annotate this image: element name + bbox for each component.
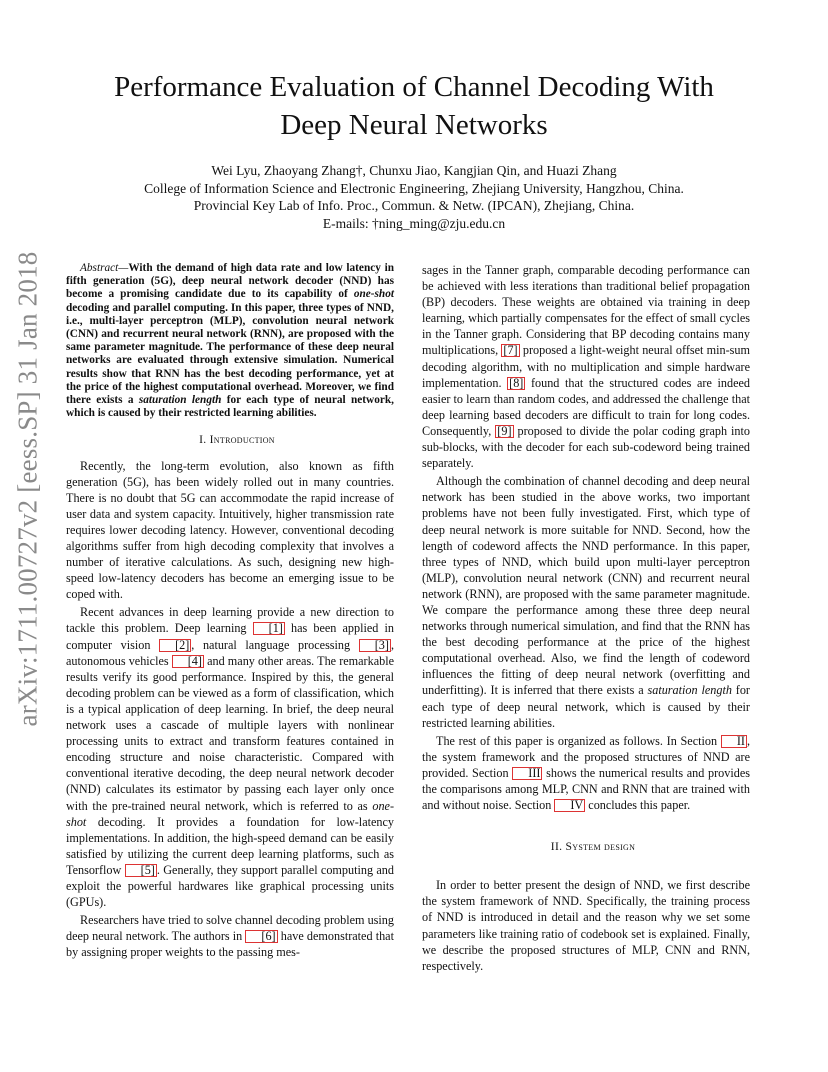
- affiliation-2: Provincial Key Lab of Info. Proc., Commun. & Netw. (IPCAN), Zhejiang, China.: [193, 198, 635, 213]
- text-run: and many other areas. The remarkable results verify its good performance. Inspired by this, the general decoding problem can be viewed as a form of classification, which is a typical application of deep learning. In brief, the deep neural network uses a cascade of multiple layers with nonlinear processing units to extract and transform features contained in encoding structure and noise characteristic. Compared with conventional iterative decoding, the deep neural network decoder (NND) calculates its estimator by passing each layer only once with the pre-trained neural network, which is referred to as: [66, 653, 394, 813]
- italic-term: one-shot: [66, 798, 394, 829]
- author-block: [0, 162, 828, 232]
- text-run: , autonomous vehicles: [66, 637, 395, 668]
- citation-link[interactable]: [2]: [159, 639, 191, 652]
- abstract-text-2: decoding and parallel computing. In this paper, three types of NND, i.e., multi-layer perceptron (MLP), convolution neural network (CNN) and recurrent neural network (RNN), are proposed with the same parameter magnitude. The performance of these deep neural networks are evaluated through extensive simulation. Numerical results show that RNN has the best decoding performance, yet at the price of the highest computational overhead. Moreover, we find there exists a: [66, 301, 394, 407]
- affiliation-1: College of Information Science and Electronic Engineering, Zhejiang University, Hangzhou, China.: [144, 180, 684, 196]
- citation-link[interactable]: [9]: [497, 423, 512, 438]
- text-run: proposed a light-weight neural offset min-sum decoding algorithm, with no multiplication and simple hardware implementation.: [422, 343, 750, 390]
- text-run: found that the structured codes are indeed easier to learn than random codes, and addressed the challenge that deep learning based decoders are difficult to train for long codes. Consequently,: [422, 375, 750, 438]
- citation-link[interactable]: [3]: [359, 639, 391, 652]
- text-run: Recent advances in deep learning provide a new direction to tackle this problem. Deep learning: [66, 605, 394, 636]
- title-line-1: Performance Evaluation of Channel Decoding With: [114, 71, 714, 103]
- text-run: . Generally, they support parallel computing and exploit the powerful hardwares like graphical processing units (GPUs).: [66, 862, 394, 910]
- text-run: decoding. It provides a foundation for low-latency implementations. In addition, the high-speed demand can be easily satisfied by utilizing the current deep learning platforms, such as Tensorflow: [66, 814, 394, 877]
- section-link[interactable]: II: [721, 735, 747, 748]
- text-run: has been applied in computer vision: [66, 621, 394, 652]
- text-run: for each type of deep neural network, which is caused by their restricted learning abilities.: [422, 683, 750, 730]
- right-paragraph-1: [422, 262, 750, 471]
- section-link[interactable]: III: [512, 767, 542, 780]
- text-run: The rest of this paper is organized as follows. In Section: [436, 733, 721, 748]
- left-column: [66, 262, 394, 960]
- abstract-label: Abstract—: [80, 262, 129, 274]
- abstract-text-3: for each type of neural network, which is caused by their restricted learning abilities.: [66, 394, 394, 420]
- text-run: Researchers have tried to solve channel decoding problem using deep neural network. The authors in: [66, 913, 394, 944]
- citation-link[interactable]: [8]: [509, 375, 524, 390]
- italic-term: saturation length: [647, 683, 732, 698]
- citation-link[interactable]: [1]: [253, 622, 285, 635]
- intro-paragraph-2: [66, 604, 394, 910]
- text-run: , natural language processing: [191, 637, 359, 652]
- paper-title: [0, 68, 828, 144]
- abstract: [66, 262, 394, 420]
- title-line-2: Deep Neural Networks: [280, 109, 548, 141]
- citation-link[interactable]: [5]: [125, 864, 157, 877]
- citation-link[interactable]: [7]: [503, 343, 518, 358]
- author-list: Wei Lyu, Zhaoyang Zhang†, Chunxu Jiao, Kangjian Qin, and Huazi Zhang: [211, 163, 617, 178]
- text-run: proposed to divide the polar coding graph into sub-blocks, with the decoder for each sub-codeword being trained separately.: [422, 423, 751, 471]
- intro-paragraph-3: [66, 912, 394, 960]
- text-run: sages in the Tanner graph, comparable decoding performance can be achieved with less iterations than traditional belief propagation (BP) decoders. These weights are obtained via training in deep learning, which partially compensates for the effect of small cycles in the Tanner graph. Considering that BP decoding contains many multiplications,: [422, 263, 750, 358]
- citation-link[interactable]: [6]: [245, 930, 277, 943]
- abstract-text-1: With the demand of high data rate and low latency in fifth generation (5G), deep neural network decoder (NND) has become a promising candidate due to its capability of: [66, 262, 394, 301]
- intro-paragraph-1: Recently, the long-term evolution, also known as fifth generation (5G), has been widely rolled out in many countries. There is no doubt that 5G can accommodate the rapid increase of user data and system capacity. Intuitively, higher transmission rate requires lower decoding latency. However, conventional decoding algorithms suffer from high decoding complexity that involves a number of iterative calculations. As such, designing new high-speed low-latency decoders has become an emerging issue to be coped with.: [66, 458, 394, 602]
- text-run: shows the numerical results and provides the comparisons among MLP, CNN and RNN that are trained with and without noise. Section: [422, 765, 750, 813]
- right-paragraph-2: [422, 473, 750, 731]
- section-link[interactable]: IV: [554, 799, 585, 812]
- system-paragraph-1: In order to better present the design of NND, we first describe the system framework of NND. Specifically, the training process of NND is introduced in detail and the reason why we set some parameters like training ratio of codebook set is explained. Finally, we describe the proposed structures of MLP, CNN and RNN, respectively.: [422, 878, 750, 973]
- abstract-italic-1: one-shot: [353, 288, 394, 301]
- arxiv-stamp: [8, 251, 48, 727]
- text-run: Although the combination of channel decoding and deep neural network has been studied in the above works, two important problems have not been fully investigated. First, which type of deep neural network is more suitable for NND. Second, how the length of codeword affects the NND performance. In this paper, three types of NND, which build upon multi-layer perceptron (MLP), convolution neural network (CNN) and recurrent neural network (RNN), are proposed with the same parameter magnitude. We compare the performance among these three deep neural networks through numerical simulation, and find that the RNN has the best decoding performance at the price of the highest computational overhead. Also, we find the length of codeword influences the fitting of deep neural network (overfitting and underfitting). It is inferred that there exists a: [422, 474, 750, 698]
- section-heading-introduction: I. Introduction: [199, 433, 275, 447]
- section-heading-system-design: II. System design: [550, 840, 636, 854]
- text-run: have demonstrated that by assigning proper weights to the passing mes-: [66, 929, 394, 960]
- right-column: [422, 262, 750, 974]
- text-run: , the system framework and the proposed structures of NND are provided. Section: [422, 733, 750, 780]
- arxiv-stamp-text: arXiv:1711.00727v2 [eess.SP] 31 Jan 2018: [12, 251, 43, 727]
- right-paragraph-3: [422, 733, 750, 813]
- author-emails: E-mails: †ning_ming@zju.edu.cn: [322, 215, 506, 231]
- citation-link[interactable]: [4]: [172, 655, 204, 668]
- text-run: concludes this paper.: [585, 798, 691, 813]
- abstract-italic-2: saturation length: [138, 394, 222, 407]
